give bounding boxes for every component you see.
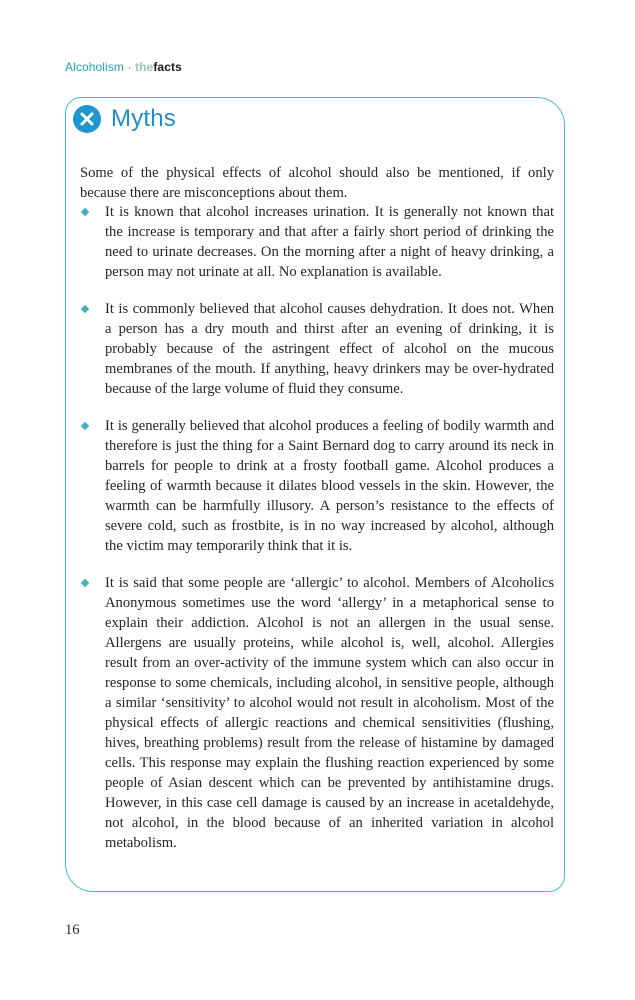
list-item-text: It is commonly believed that alcohol causes dehydration. It does not. When a person has a dry mouth and thirst after an evening of drinking, it is probably because of the astringent effect of alcohol on the mucous membranes of the mouth. If anything, heavy drinkers may be over-hydrated because of the large volume of fluid they consume. <box>105 301 554 397</box>
myths-list <box>80 202 554 870</box>
close-icon <box>73 105 101 133</box>
page-number: 16 <box>65 922 80 938</box>
list-item-text: It is said that some people are ‘allergic’ to alcohol. Members of Alcoholics Anonymous sometimes use the word ‘allergy’ in a metaphorical sense to explain their addiction. Alcohol is not an allergen in the usual sense. Allergens are usually proteins, while alcohol is, well, alcohol. Allergies result from an over-activity of the immune system which can also occur in response to some chemicals, including alcohol, in sensitive people, although a similar ‘sensitivity’ to alcohol would not result in alcoholism. Most of the physical effects of allergic reactions and chemical sensitivities (flushing, hives, breathing problems) result from the release of histamine by damaged cells. This response may explain the flushing reaction experienced by some people of Asian descent which can be prevented by antihistamine drugs. However, in this case cell damage is caused by an increase in acetaldehyde, not alcohol, in the blood because of an inherited variation in alcohol metabolism. <box>105 575 554 851</box>
myths-title: Myths <box>111 105 177 132</box>
brand-suffix: facts <box>153 60 182 74</box>
brand-prefix: the <box>135 60 154 74</box>
list-item <box>80 299 554 399</box>
header-section: Alcoholism <box>65 60 125 74</box>
list-item <box>80 416 554 556</box>
list-item <box>80 573 554 853</box>
intro-paragraph: Some of the physical effects of alcohol should also be mentioned, if only because there are misconceptions about them. <box>80 164 554 201</box>
bullet-diamond-icon <box>81 305 89 313</box>
header-separator: · <box>127 60 132 74</box>
list-item-text: It is generally believed that alcohol produces a feeling of bodily warmth and therefore is just the thing for a Saint Bernard dog to carry around its neck in barrels for people to drink at a frosty football game. Alcohol produces a feeling of warmth because it dilates blood vessels in the skin. However, the warmth can be harmfully illusory. A person’s resistance to the effects of severe cold, such as frostbite, is in no way increased by alcohol, although the victim may temporarily think that it is. <box>105 418 554 554</box>
bullet-diamond-icon <box>81 208 89 216</box>
running-header <box>65 60 182 74</box>
bullet-diamond-icon <box>81 422 89 430</box>
list-item <box>80 202 554 282</box>
list-item-text: It is known that alcohol increases urination. It is generally not known that the increase is temporary and that after a fairly short period of drinking the need to urinate decreases. On the morning after a night of heavy drinking, a person may not urinate at all. No explanation is available. <box>105 204 554 280</box>
myths-title-row <box>73 103 176 135</box>
bullet-diamond-icon <box>81 579 89 587</box>
